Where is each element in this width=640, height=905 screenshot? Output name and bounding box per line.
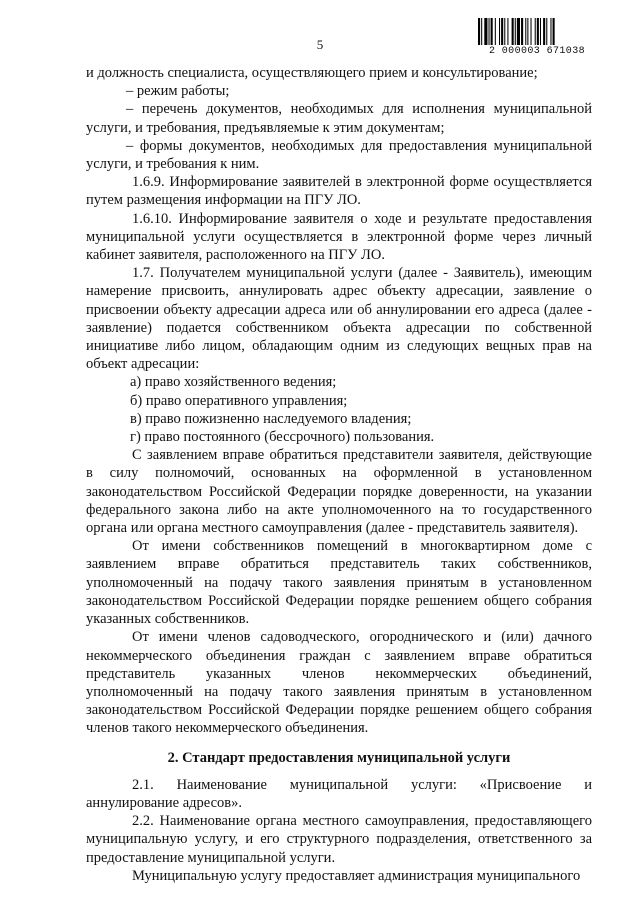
paragraph: и должность специалиста, осуществляющего прием и консультирование; — [86, 65, 538, 81]
barcode — [478, 18, 596, 58]
list-item: г) право постоянного (бессрочного) пользования. — [130, 429, 435, 446]
list-item: – формы документов, необходимых для предоставления муниципальной услуги, и требования к ним. — [86, 137, 592, 173]
paragraph: С заявлением вправе обратиться представители заявителя, действующие в силу полномочий, основанных на оформленной в установленном законодательством Российской Федерации порядке доверенности, на указании федерального закона либо на акте уполномоченного на то государственного органа или органа местного самоуправления (далее - представитель заявителя). — [86, 447, 592, 537]
page-number: 5 — [316, 37, 324, 52]
list-item: б) право оперативного управления; — [130, 392, 348, 409]
barcode-digits: 2 000003 671038 — [488, 46, 585, 57]
paragraph: 1.6.10. Информирование заявителя о ходе и результате предоставления муниципальной услуги осуществляется в электронной форме через личный кабинет заявителя, расположенного на ПГУ ЛО. — [86, 210, 592, 264]
paragraph: Муниципальную услугу предоставляет администрация муниципального — [132, 867, 581, 884]
paragraph: 1.7. Получателем муниципальной услуги (далее - Заявитель), имеющим намерение присвоить, аннулировать адрес объекту адресации, заявление о присвоении объекту адресации адреса или об аннулировании его адреса (далее - заявление) подается собственником объекта адресации по собственной инициативе либо лицом, обладающим одним из следующих вещных прав на объект адресации: — [86, 265, 592, 373]
barcode-bars — [478, 18, 596, 45]
paragraph: От имени членов садоводческого, огороднического и (или) дачного некоммерческого объединения граждан с заявлением вправе обратиться представитель указанных членов некоммерческих объединений, уполномоченный на подачу такого заявления принятым в установленном законодательством Российской Федерации порядке решением общего собрания членов такого некоммерческого объединения. — [86, 629, 592, 737]
paragraph: 2.2. Наименование органа местного самоуправления, предоставляющего муниципальную услугу, и его структурного подразделения, ответственного за предоставление муниципальной услуги. — [86, 813, 592, 866]
document-body — [86, 64, 592, 885]
list-item: – режим работы; — [126, 83, 230, 100]
list-item: – перечень документов, необходимых для исполнения муниципальной услуги, и требования, предъявляемые к этим документам; — [86, 101, 592, 136]
paragraph: 2.1. Наименование муниципальной услуги: «Присвоение и аннулирование адресов». — [86, 776, 592, 811]
paragraph: От имени собственников помещений в многоквартирном доме с заявлением вправе обратиться представитель таких собственников, уполномоченный на подачу такого заявления принятым в установленном законодательством Российской Федерации порядке решением общего собрания указанных собственников. — [86, 538, 592, 628]
section-heading: 2. Стандарт предоставления муниципальной услуги — [167, 749, 511, 766]
paragraph: 1.6.9. Информирование заявителей в электронной форме осуществляется путем размещения информации на ПГУ ЛО. — [86, 174, 592, 209]
list-item: а) право хозяйственного ведения; — [130, 374, 337, 391]
list-item: в) право пожизненно наследуемого владения; — [130, 410, 412, 427]
